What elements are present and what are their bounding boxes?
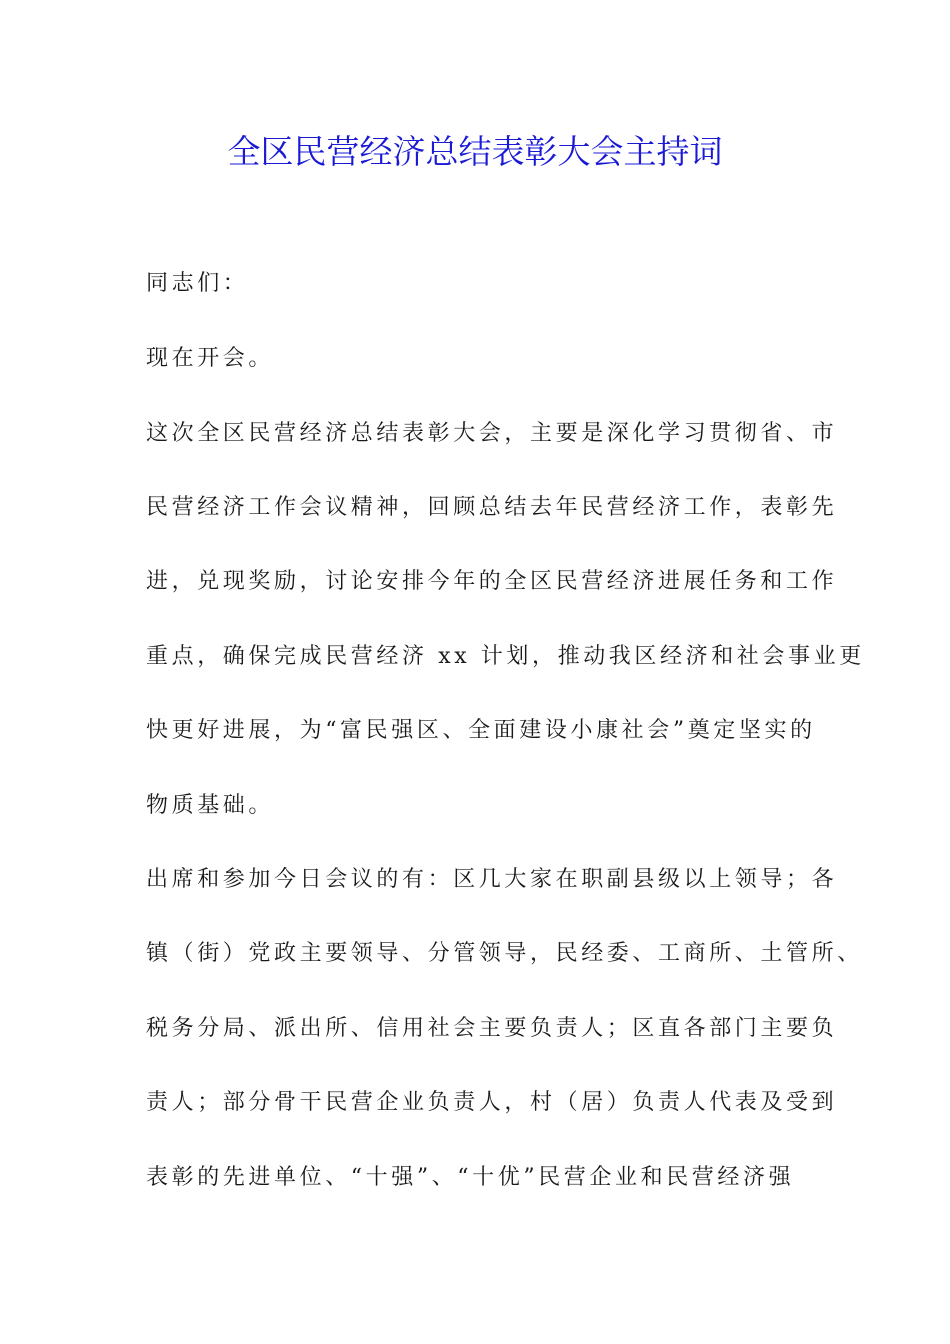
paragraph-line: 进，兑现奖励，讨论安排今年的全区民营经济进展任务和工作 [146, 569, 838, 594]
paragraph-line: 表彰的先进单位、“十强”、“十优”民营企业和民营经济强 [146, 1165, 795, 1190]
paragraph-line: 这次全区民营经济总结表彰大会，主要是深化学习贯彻省、市 [146, 421, 838, 446]
paragraph-line: 重点，确保完成民营经济 xx 计划，推动我区经济和社会事业更 [146, 644, 865, 669]
paragraph-line: 快更好进展，为“富民强区、全面建设小康社会”奠定坚实的 [146, 718, 816, 743]
paragraph-line: 民营经济工作会议精神，回顾总结去年民营经济工作，表彰先 [146, 495, 838, 520]
document-title: 全区民营经济总结表彰大会主持词 [227, 132, 723, 171]
salutation-line: 同志们： [146, 271, 249, 296]
paragraph-line: 物质基础。 [146, 793, 275, 818]
paragraph-line: 税务分局、派出所、信用社会主要负责人；区直各部门主要负 [146, 1016, 838, 1041]
paragraph-line: 镇（街）党政主要领导、分管领导，民经委、工商所、土管所、 [146, 941, 863, 966]
paragraph-line: 现在开会。 [146, 346, 275, 371]
paragraph-line: 出席和参加今日会议的有：区几大家在职副县级以上领导；各 [146, 867, 838, 892]
paragraph-line: 责人；部分骨干民营企业负责人，村（居）负责人代表及受到 [146, 1090, 838, 1115]
